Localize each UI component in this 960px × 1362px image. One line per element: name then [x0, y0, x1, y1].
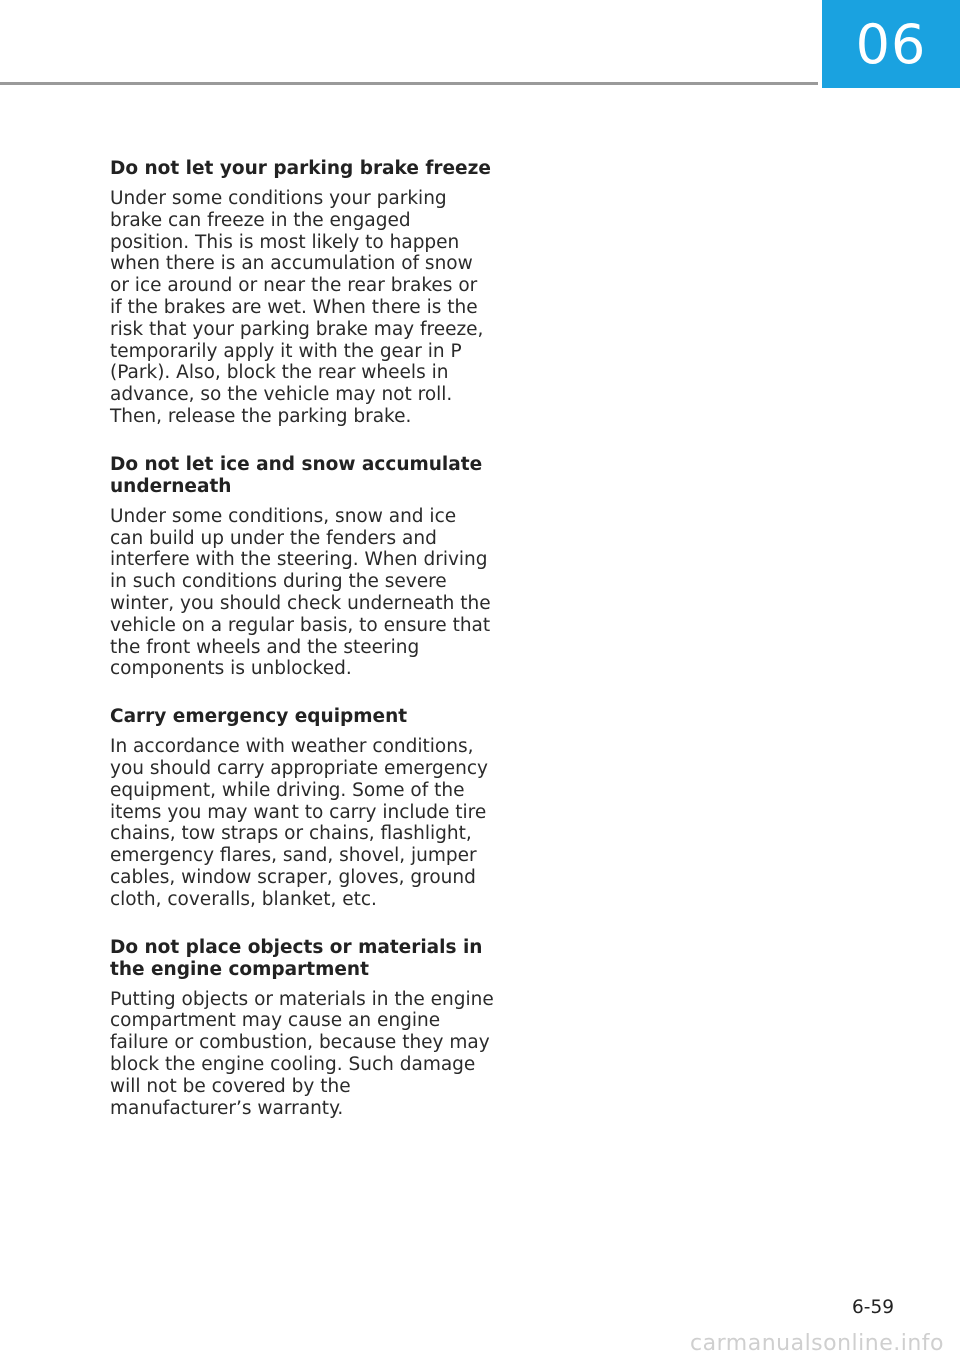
section-heading: Do not let ice and snow accumulate underneath — [110, 453, 483, 497]
chapter-tab — [822, 0, 960, 88]
chapter-number: 06 — [855, 12, 927, 76]
section-body: Under some conditions your parking brake can freeze in the engaged position. This is most likely to happen when there is an accumulation of snow or ice around or near the rear brakes or if the brakes are wet. When there is the risk that your parking brake may freeze, temporarily apply it with the gear in P (Park). Also, block the rear wheels in advance, so the vehicle may not roll. Then, release the parking brake. — [110, 188, 484, 427]
watermark: carmanualsonline.info — [690, 1331, 944, 1356]
section-heading: Do not place objects or materials in the engine compartment — [110, 936, 483, 980]
section-heading: Do not let your parking brake freeze — [110, 158, 491, 179]
header-divider — [0, 82, 818, 85]
section-body: Under some conditions, snow and ice can build up under the fenders and interfere with the steering. When driving in such conditions during the severe winter, you should check underneath the vehicle on a regular basis, to ensure that the front wheels and the steering components is unblocked. — [110, 505, 491, 680]
section-body: In accordance with weather conditions, you should carry appropriate emergency equipment, while driving. Some of the items you may want to carry include tire chains, tow straps or chains, flashlight, emergency flares, sand, shovel, jumper cables, window scraper, gloves, ground cloth, coveralls, blanket, etc. — [110, 736, 488, 910]
section-ice-snow-underneath — [110, 454, 494, 680]
section-engine-compartment — [110, 937, 494, 1120]
section-body: Putting objects or materials in the engine compartment may cause an engine failure or combustion, because they may block the engine cooling. Such damage will not be covered by the manufacturer’s warranty. — [110, 988, 494, 1119]
page-content — [110, 158, 494, 1145]
section-parking-brake-freeze — [110, 158, 494, 428]
section-emergency-equipment — [110, 706, 494, 910]
section-heading: Carry emergency equipment — [110, 706, 408, 728]
page-number: 6-59 — [852, 1297, 894, 1318]
